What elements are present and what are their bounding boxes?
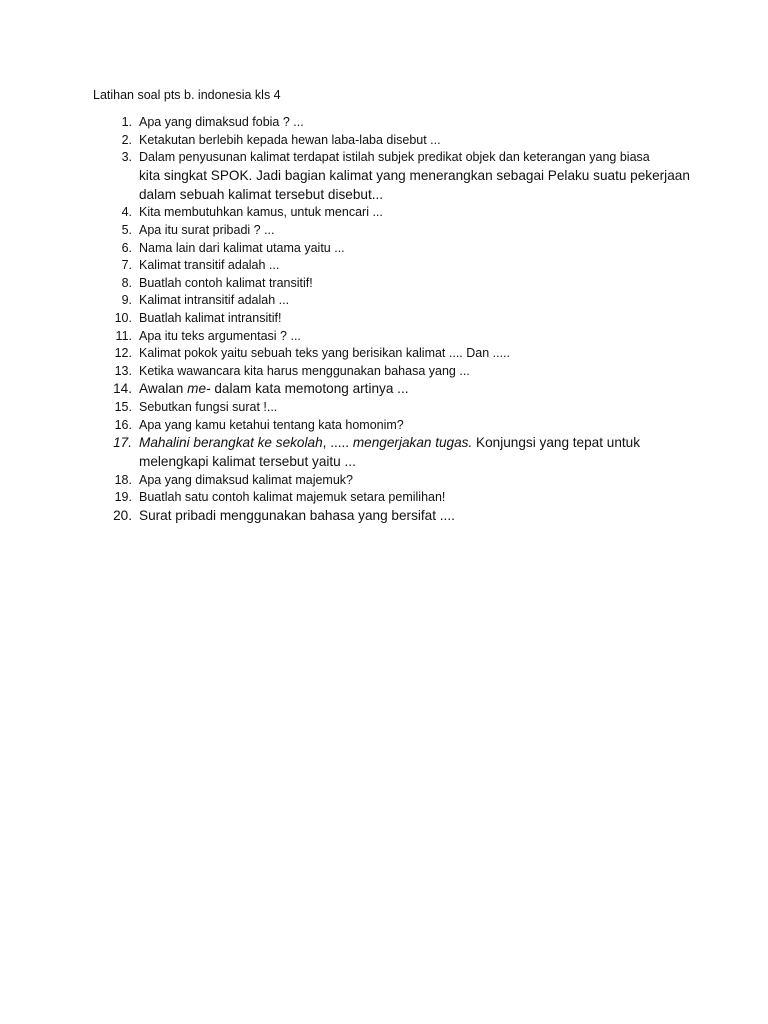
list-item [0,380,768,399]
list-item [0,292,768,310]
question-number: 11. [115,328,132,343]
question-text: Sebutkan fungsi surat !... [139,400,278,415]
list-item [0,275,768,293]
question-number: 12. [114,346,132,361]
question-number: 20. [113,508,132,524]
question-text: Surat pribadi menggunakan bahasa yang bersifat .... [139,508,455,524]
question-number: 16. [114,417,132,432]
list-item [0,417,768,435]
question-text-part: Konjungsi yang tepat untuk [472,435,641,451]
list-item [0,345,768,363]
question-text: Kalimat transitif adalah ... [139,258,280,273]
list-item [0,310,768,328]
list-item [0,204,768,222]
question-text: Buatlah kalimat intransitif! [139,310,282,325]
list-item [0,257,768,275]
question-text: Ketika wawancara kita harus menggunakan bahasa yang ... [139,363,470,378]
question-number: 18. [114,472,132,487]
list-item [0,434,768,472]
question-number: 5. [121,222,132,237]
list-item [0,489,768,507]
question-number: 6. [121,240,132,255]
question-text: Apa itu surat pribadi ? ... [139,222,275,237]
question-text: Kalimat pokok yaitu sebuah teks yang berisikan kalimat .... Dan ..... [139,346,511,361]
question-text-italic: mengerjakan tugas. [352,435,473,451]
question-text: Buatlah contoh kalimat transitif! [139,275,313,290]
question-number: 7. [121,258,132,273]
question-text: Apa itu teks argumentasi ? ... [139,328,301,343]
list-item [0,328,768,346]
question-text: Kita membutuhkan kamus, untuk mencari ... [139,205,383,220]
question-text: Apa yang dimaksud fobia ? ... [139,115,304,129]
question-text: kita singkat SPOK. Jadi bagian kalimat yang menerangkan sebagai Pelaku suatu pekerjaan [139,167,690,183]
document-title: Latihan soal pts b. indonesia kls 4 [93,88,281,102]
question-number: 9. [121,293,132,308]
question-number: 13. [114,363,132,378]
question-text-part: , ..... [322,435,353,451]
list-item [0,222,768,240]
question-text-italic: Mahalini berangkat ke sekolah [139,435,323,451]
question-text: Ketakutan berlebih kepada hewan laba-laba disebut ... [139,132,441,147]
question-text-part: Awalan [139,381,188,397]
question-text: Kalimat intransitif adalah ... [139,293,290,308]
list-item [0,114,768,132]
question-number: 14. [113,381,132,397]
question-number: 2. [121,132,132,147]
question-text [139,434,679,453]
question-text: Apa yang dimaksud kalimat majemuk? [139,472,353,487]
question-text: melengkapi kalimat tersebut yaitu ... [139,454,356,470]
question-number: 15. [114,400,132,415]
question-list [0,114,768,526]
question-number: 3. [121,150,132,165]
question-number: 10. [114,310,132,325]
question-text: Buatlah satu contoh kalimat majemuk setara pemilihan! [139,490,446,505]
question-number: 19. [114,490,132,505]
question-text [139,380,679,399]
question-number: 1. [121,115,132,129]
question-text: Nama lain dari kalimat utama yaitu ... [139,240,345,255]
list-item [0,399,768,417]
list-item [0,472,768,490]
question-number: 8. [121,275,132,290]
list-item [0,149,768,204]
list-item [0,507,768,526]
question-number: 17. [113,435,132,451]
question-text: dalam sebuah kalimat tersebut disebut... [139,186,384,202]
question-text: Apa yang kamu ketahui tentang kata homonim? [139,417,404,432]
question-text: Dalam penyusunan kalimat terdapat istilah subjek predikat objek dan keterangan yang biasa [139,150,650,165]
question-text-italic: me- [187,381,211,397]
list-item [0,132,768,150]
list-item [0,363,768,381]
question-text-part: dalam kata memotong artinya ... [210,381,409,397]
list-item [0,240,768,258]
question-number: 4. [121,205,132,220]
